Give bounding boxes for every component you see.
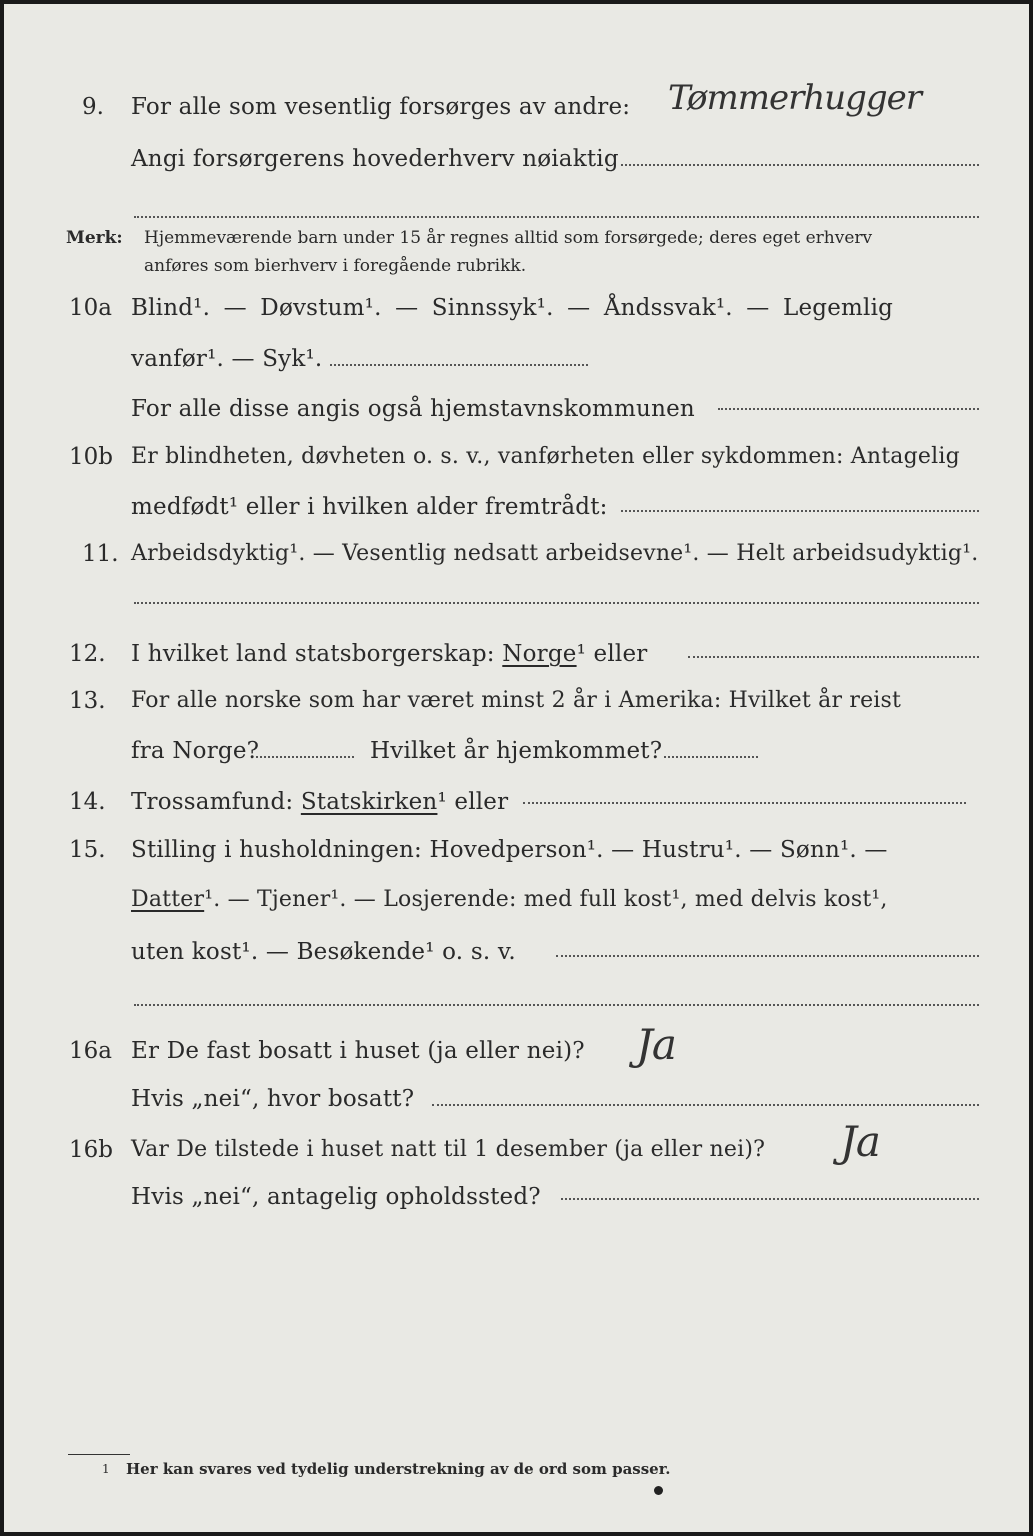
answer-line xyxy=(556,955,979,957)
question-text: Arbeidsdyktig¹. — Vesentlig nedsatt arbeidsevne¹. — Helt arbeidsudyktig¹. xyxy=(131,541,979,566)
note-text: anføres som bierhverv i foregående rubrikk. xyxy=(144,256,527,276)
answer-line xyxy=(134,602,979,604)
question-number: 10b xyxy=(69,444,113,470)
question-text: Er blindheten, døvheten o. s. v., vanførheten eller sykdommen: Antagelig xyxy=(131,444,960,469)
question-text: uten kost¹. — Besøkende¹ o. s. v. xyxy=(131,939,516,965)
answer-line xyxy=(256,756,354,758)
question-number: 16a xyxy=(69,1038,112,1064)
question-text: vanfør¹. — Syk¹. xyxy=(131,346,323,372)
footnote-text: Her kan svares ved tydelig understrekning av de ord som passer. xyxy=(126,1460,671,1478)
question-number: 10a xyxy=(69,295,112,321)
underlined-answer: Datter xyxy=(131,887,205,912)
question-text: Hvilket år hjemkommet? xyxy=(370,738,663,764)
handwritten-answer-yes: Ja xyxy=(840,1117,880,1166)
answer-line xyxy=(134,1004,979,1006)
question-text: For alle disse angis også hjemstavnskommunen xyxy=(131,396,695,422)
answer-line xyxy=(432,1104,979,1106)
question-number: 9. xyxy=(82,94,104,120)
answer-line xyxy=(561,1198,979,1200)
answer-line xyxy=(523,802,966,804)
handwritten-answer-occupation: Tømmerhugger xyxy=(668,78,922,118)
question-number: 14. xyxy=(69,789,106,815)
answer-line xyxy=(621,164,979,166)
footnote-rule xyxy=(68,1454,130,1455)
question-number: 16b xyxy=(69,1137,113,1163)
question-number: 13. xyxy=(69,688,106,714)
underlined-answer: Norge xyxy=(502,641,577,667)
census-form-page xyxy=(4,4,1029,1532)
question-text: For alle som vesentlig forsørges av andre: xyxy=(131,94,631,120)
question-text: Stilling i husholdningen: Hovedperson¹. — Hustru¹. — Sønn¹. — xyxy=(131,837,888,863)
answer-line xyxy=(621,510,979,512)
question-text: Trossamfund: Statskirken¹ eller xyxy=(131,789,509,815)
question-text: Blind¹. — Døvstum¹. — Sinnssyk¹. — Åndssvak¹. — Legemlig xyxy=(131,295,894,321)
answer-line xyxy=(664,756,758,758)
footnote-mark: 1 xyxy=(102,1462,110,1476)
question-text: Angi forsørgerens hovederhverv nøiaktig xyxy=(131,146,619,172)
answer-line xyxy=(688,656,979,658)
answer-line xyxy=(330,364,588,366)
note-text: Hjemmeværende barn under 15 år regnes alltid som forsørgede; deres eget erhverv xyxy=(144,228,873,248)
ink-dot xyxy=(654,1486,663,1495)
question-number: 11. xyxy=(82,541,119,567)
question-number: 15. xyxy=(69,837,106,863)
question-text: Hvis „nei“, antagelig opholdssted? xyxy=(131,1184,541,1210)
question-text: For alle norske som har været minst 2 år i Amerika: Hvilket år reist xyxy=(131,688,902,713)
question-text: Datter¹. — Tjener¹. — Losjerende: med full kost¹, med delvis kost¹, xyxy=(131,887,888,912)
answer-line xyxy=(718,408,979,410)
question-text: Er De fast bosatt i huset (ja eller nei)? xyxy=(131,1038,585,1064)
handwritten-answer-yes: Ja xyxy=(636,1020,676,1069)
question-text: fra Norge? xyxy=(131,738,260,764)
answer-line xyxy=(134,216,979,218)
question-number: 12. xyxy=(69,641,106,667)
question-text: I hvilket land statsborgerskap: Norge¹ eller xyxy=(131,641,648,667)
question-text: medfødt¹ eller i hvilken alder fremtrådt: xyxy=(131,494,608,520)
underlined-answer: Statskirken xyxy=(300,789,438,815)
note-label: Merk: xyxy=(66,228,123,248)
question-text: Var De tilstede i huset natt til 1 desember (ja eller nei)? xyxy=(131,1137,766,1162)
question-text: Hvis „nei“, hvor bosatt? xyxy=(131,1086,415,1112)
